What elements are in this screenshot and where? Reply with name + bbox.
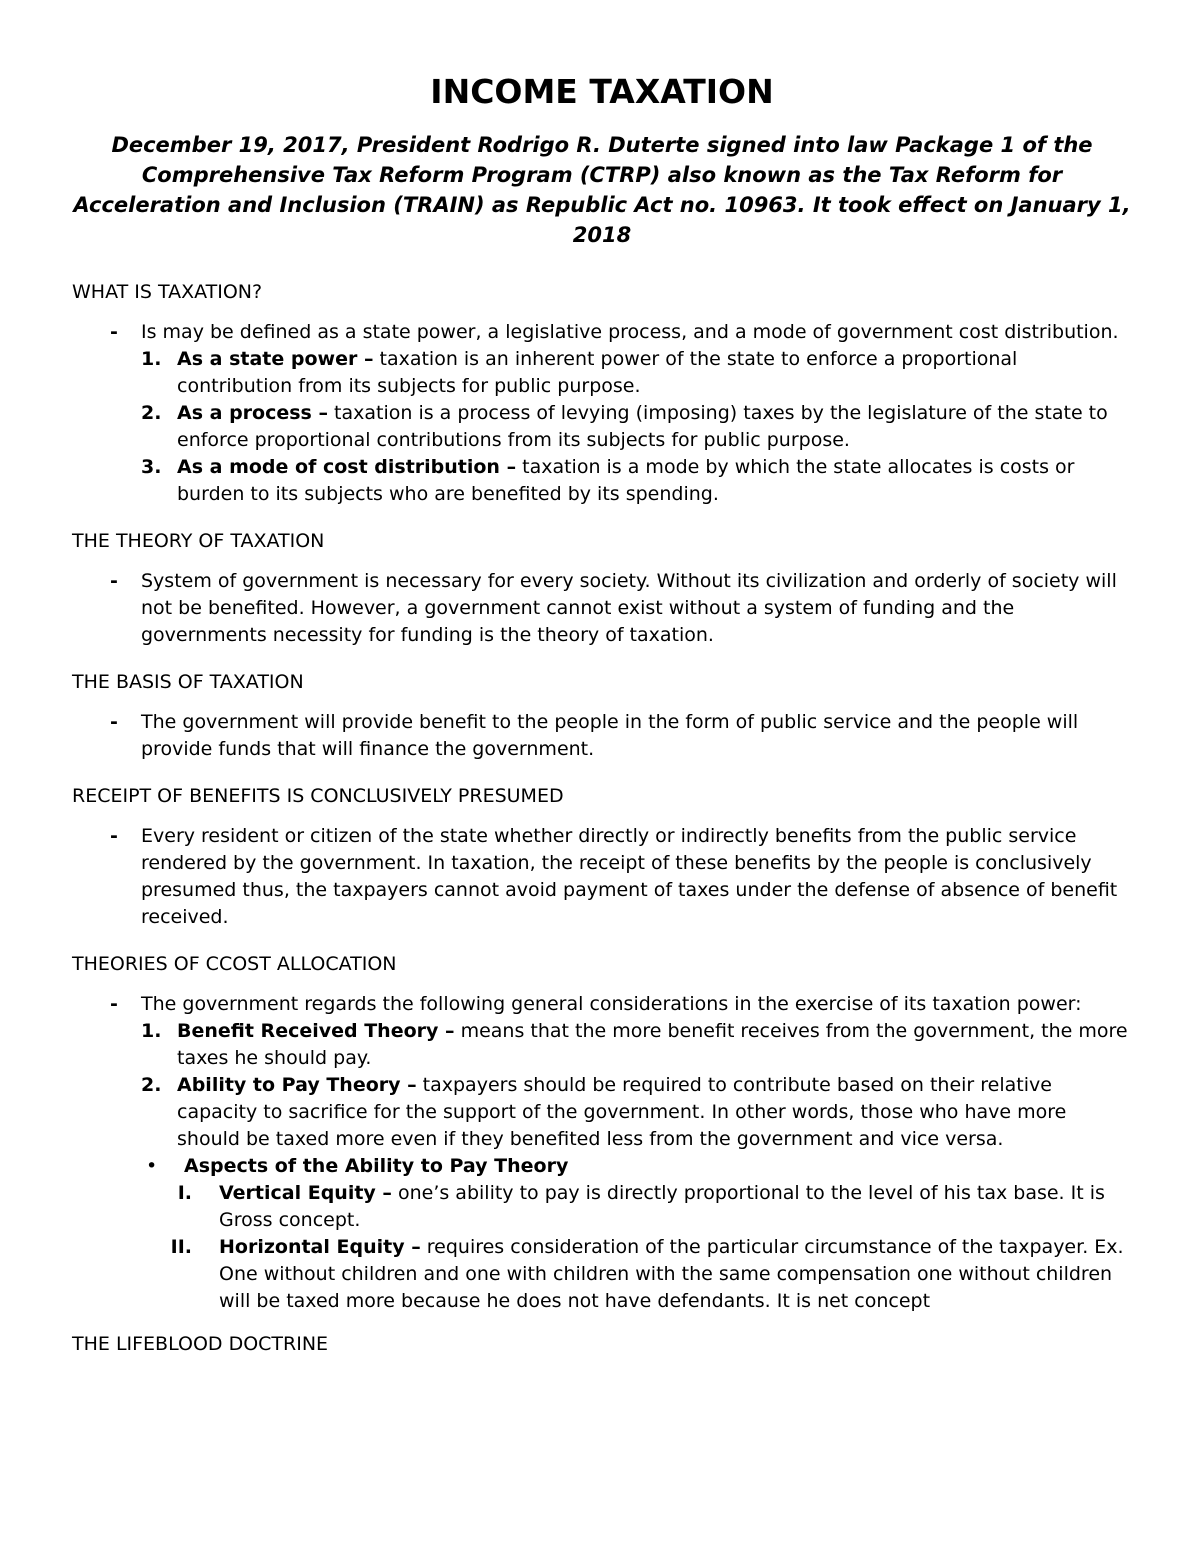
paragraph-text: The government regards the following general considerations in the exercise of its taxation power: [141,993,1082,1015]
dash-marker: - [110,993,118,1015]
term: As a process – [177,402,328,424]
term: Ability to Pay Theory – [177,1074,417,1096]
list-number: 3. [141,456,162,478]
term: Benefit Received Theory – [177,1020,455,1042]
roman-list [72,1180,1132,1315]
list-number: 2. [141,1074,162,1096]
intro-paragraph: December 19, 2017, President Rodrigo R. Duterte signed into law Package 1 of the Comprehensive Tax Reform Program (CTRP) also known as the Tax Reform for Acceleration and Inclusion (TRAIN) as Republic Act no. 10963. It took effect on January 1, 2018 [73,133,1131,247]
definition: one’s ability to pay is directly proportional to the level of his tax base. It is Gross concept. [219,1182,1105,1231]
definition: taxation is a mode by which the state allocates is costs or burden to its subjects who are benefited by its spending. [177,456,1075,505]
section-heading-lifeblood-doctrine: THE LIFEBLOOD DOCTRINE [72,1333,329,1355]
term: As a mode of cost distribution – [177,456,517,478]
dash-marker: - [110,825,118,847]
definition: requires consideration of the particular circumstance of the taxpayer. Ex. One without children and one with children with the same compensation one without children will be taxed more because he does not have defendants. It is net concept [219,1236,1124,1312]
numbered-list [141,346,1132,508]
list-item [72,709,1132,763]
term: Horizontal Equity – [219,1236,421,1258]
section-heading-theories-of-cost-allocation: THEORIES OF CCOST ALLOCATION [72,953,397,975]
paragraph-text: The government will provide benefit to the people in the form of public service and the people will provide funds that will finance the government. [141,711,1079,760]
bullet-item [72,1153,1132,1180]
definition: taxation is an inherent power of the state to enforce a proportional contribution from its subjects for public purpose. [177,348,1018,397]
definition: taxpayers should be required to contribute based on their relative capacity to sacrifice for the support of the government. In other words, those who have more should be taxed more even if they benefited less from the government and vice versa. [177,1074,1067,1150]
paragraph-text: Is may be defined as a state power, a legislative process, and a mode of government cost distribution. [141,321,1119,343]
document-title: INCOME TAXATION [430,72,774,111]
term: Vertical Equity – [219,1182,392,1204]
term: As a state power – [177,348,374,370]
list-item [72,1234,1132,1315]
dash-marker: - [110,321,118,343]
bullet-marker: • [146,1155,158,1177]
subheading: Aspects of the Ability to Pay Theory [184,1155,569,1177]
list-item [141,346,1132,400]
list-number: 1. [141,1020,162,1042]
definition: means that the more benefit receives from the government, the more taxes he should pay. [177,1020,1128,1069]
paragraph-text: Every resident or citizen of the state whether directly or indirectly benefits from the public service rendered by the government. In taxation, the receipt of these benefits by the people is conclusively presumed thus, the taxpayers cannot avoid payment of taxes under the defense of absence of benefit received. [141,825,1118,928]
dash-marker: - [110,570,118,592]
list-item [141,400,1132,454]
section-heading-basis-of-taxation: THE BASIS OF TAXATION [72,671,304,693]
definition: taxation is a process of levying (imposing) taxes by the legislature of the state to enforce proportional contributions from its subjects for public purpose. [177,402,1108,451]
roman-number: I. [177,1182,192,1204]
list-item [72,568,1132,649]
section-heading-what-is-taxation: WHAT IS TAXATION? [72,281,263,303]
section-heading-receipt-of-benefits: RECEIPT OF BENEFITS IS CONCLUSIVELY PRESUMED [72,785,564,807]
list-number: 1. [141,348,162,370]
list-item [72,1180,1132,1234]
document-content [72,74,1132,1355]
list-item [141,1072,1132,1153]
list-item [72,319,1132,508]
roman-number: II. [170,1236,192,1258]
list-item [141,454,1132,508]
list-item [72,991,1132,1153]
list-item [72,823,1132,931]
paragraph-text: System of government is necessary for every society. Without its civilization and orderly of society will not be benefited. However, a government cannot exist without a system of funding and the governments necessity for funding is the theory of taxation. [141,570,1117,646]
list-item [141,1018,1132,1072]
section-heading-theory-of-taxation: THE THEORY OF TAXATION [72,530,325,552]
list-number: 2. [141,402,162,424]
numbered-list [141,1018,1132,1153]
dash-marker: - [110,711,118,733]
